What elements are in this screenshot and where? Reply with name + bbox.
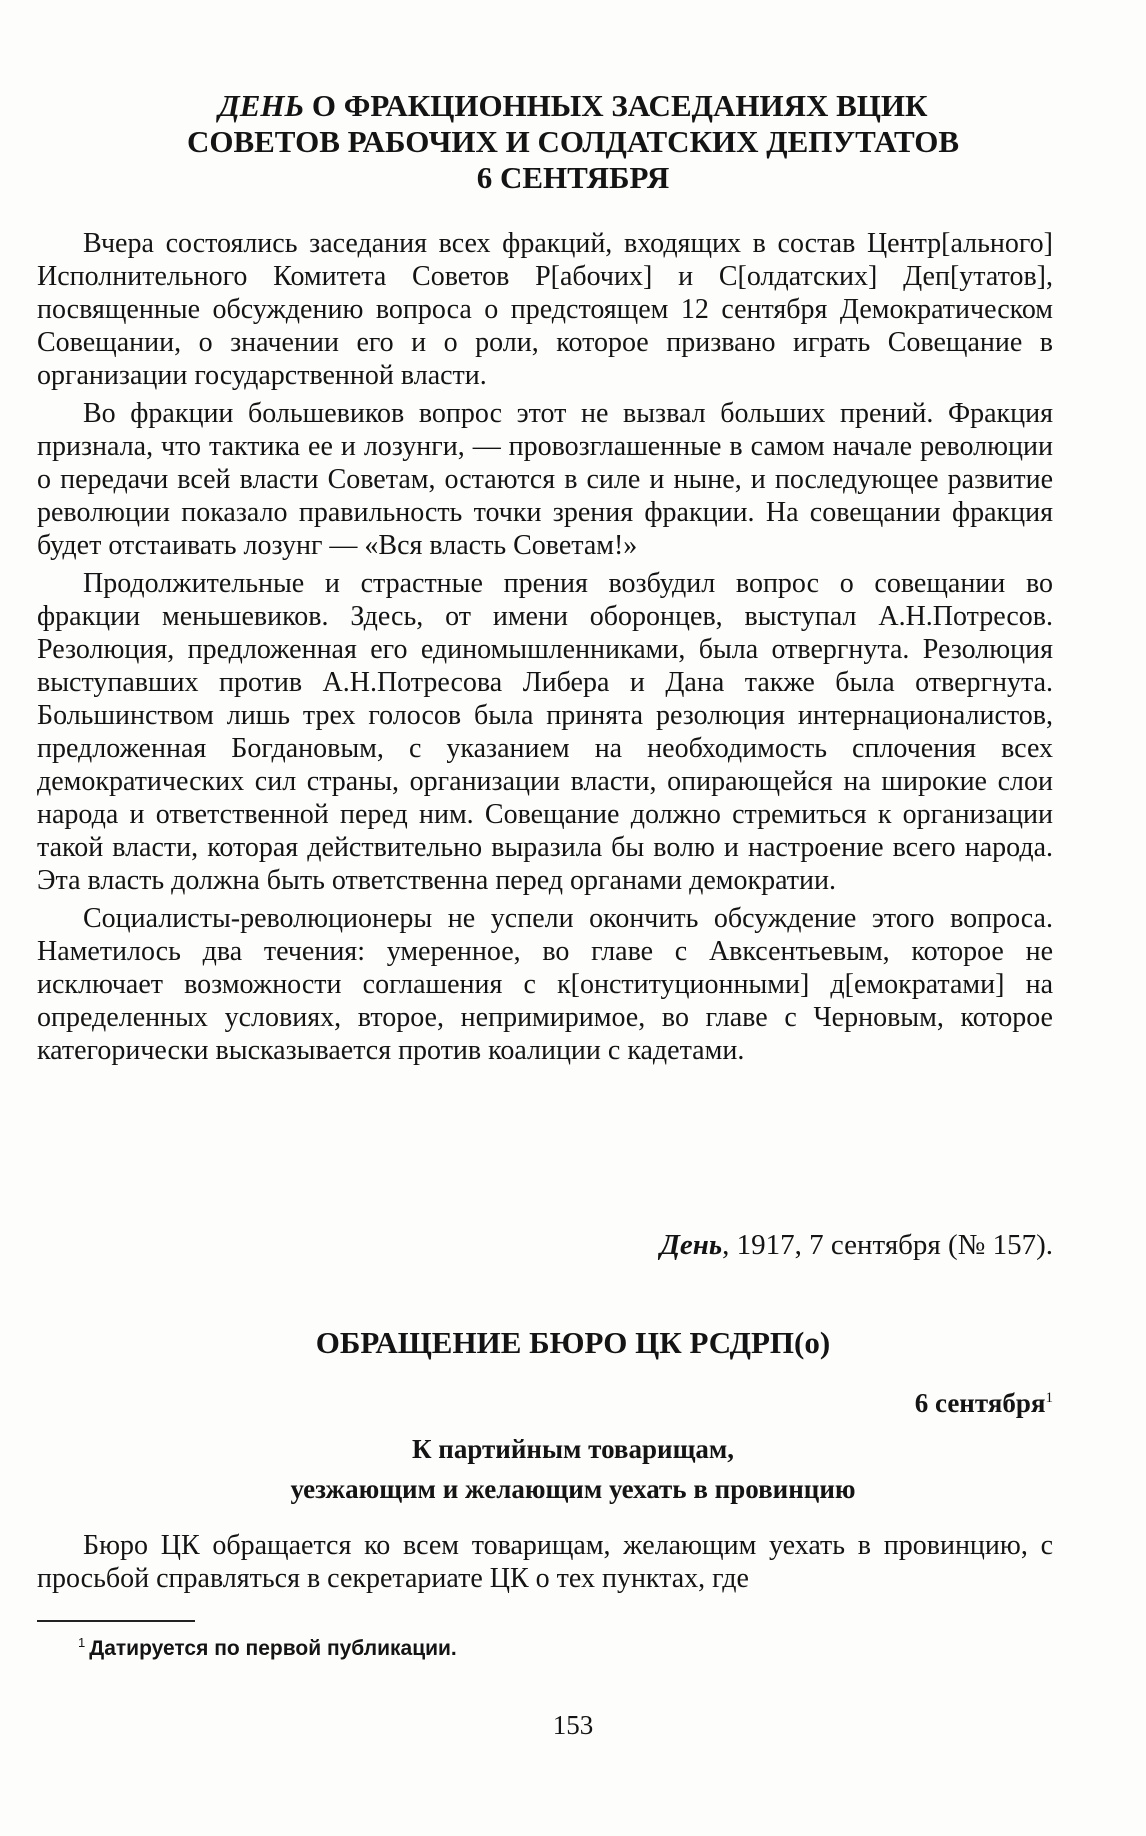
paragraph: Социалисты-революционеры не успели окончить обсуждение этого вопроса. Наметилось два течения: умеренное, во главе с Авксентьевым, которое не исключает возможности соглашения с к[онституционными] д[емократами] на определенных условиях, второе, непримиримое, во главе с Черновым, которое категорически высказывается против коалиции с кадетами. <box>37 903 1053 1066</box>
article-body <box>37 227 1053 1072</box>
title-source-name: ДЕНЬ <box>218 88 305 123</box>
page-number: 153 <box>552 1710 594 1740</box>
article-title-date: 6 СЕНТЯБРЯ <box>476 160 670 195</box>
article-title-line1 <box>0 88 1146 124</box>
source-details: , 1917, 7 сентября (№ 157). <box>722 1229 1053 1261</box>
footnote-text: Датируется по первой публикации. <box>89 1637 457 1660</box>
article2-date <box>915 1382 1053 1419</box>
footnote-mark: 1 <box>78 1635 86 1650</box>
title-text: О ФРАКЦИОННЫХ ЗАСЕДАНИЯХ ВЦИК <box>311 88 928 123</box>
article2-body <box>37 1529 1053 1600</box>
paragraph: Во фракции большевиков вопрос этот не вызвал больших прений. Фракция признала, что тактика ее и лозунги, — провозглашенные в самом начале революции о передачи всей власти Советам, остаются в силе и ныне, и последующее развитие революции показало правильность точки зрения фракции. На совещании фракция будет отстаивать лозунг — «Вся власть Советам!» <box>37 398 1053 561</box>
paragraph: Бюро ЦК обращается ко всем товарищам, желающим уехать в провинцию, с просьбой справляться в секретариате ЦК о тех пунктах, где <box>37 1530 1053 1594</box>
article-title-line2: СОВЕТОВ РАБОЧИХ И СОЛДАТСКИХ ДЕПУТАТОВ <box>186 124 960 159</box>
paragraph: Продолжительные и страстные прения возбудил вопрос о совещании во фракции меньшевиков. Здесь, от имени оборонцев, выступал А.Н.Потресов. Резолюция, предложенная его единомышленниками, была отвергнута. Резолюция выступавших против А.Н.Потресова Либера и Дана также была отвергнута. Большинством лишь трех голосов была принята резолюция интернационалистов, предложенная Богдановым, с указанием на необходимость сплочения всех демократических сил страны, организации власти, опирающейся на широкие слои народа и ответственной перед ним. Совещание должно стремиться к организации такой власти, которая действительно выразила бы волю и настроение всего народа. Эта власть должна быть ответственна перед органами демократии. <box>37 568 1053 896</box>
paragraph: Вчера состоялись заседания всех фракций, входящих в состав Центр[ального] Исполнительного Комитета Советов Р[абочих] и С[олдатских] Деп[утатов], посвященные обсуждению вопроса о предстоящем 12 сентября Демократическом Совещании, о значении его и о роли, которое призвано играть Совещание в организации государственной власти. <box>37 228 1053 391</box>
footnote <box>78 1630 457 1662</box>
article2-subtitle-line1: К партийным товарищам, <box>411 1434 735 1464</box>
source-citation <box>660 1228 1053 1262</box>
source-name: День <box>660 1229 723 1261</box>
footnote-divider <box>37 1620 195 1622</box>
article2-subtitle-line2: уезжающим и желающим уехать в провинцию <box>290 1474 856 1504</box>
date-text: 6 сентября <box>914 1388 1046 1418</box>
footnote-ref: 1 <box>1045 1390 1053 1406</box>
article2-title: ОБРАЩЕНИЕ БЮРО ЦК РСДРП(о) <box>315 1325 831 1360</box>
